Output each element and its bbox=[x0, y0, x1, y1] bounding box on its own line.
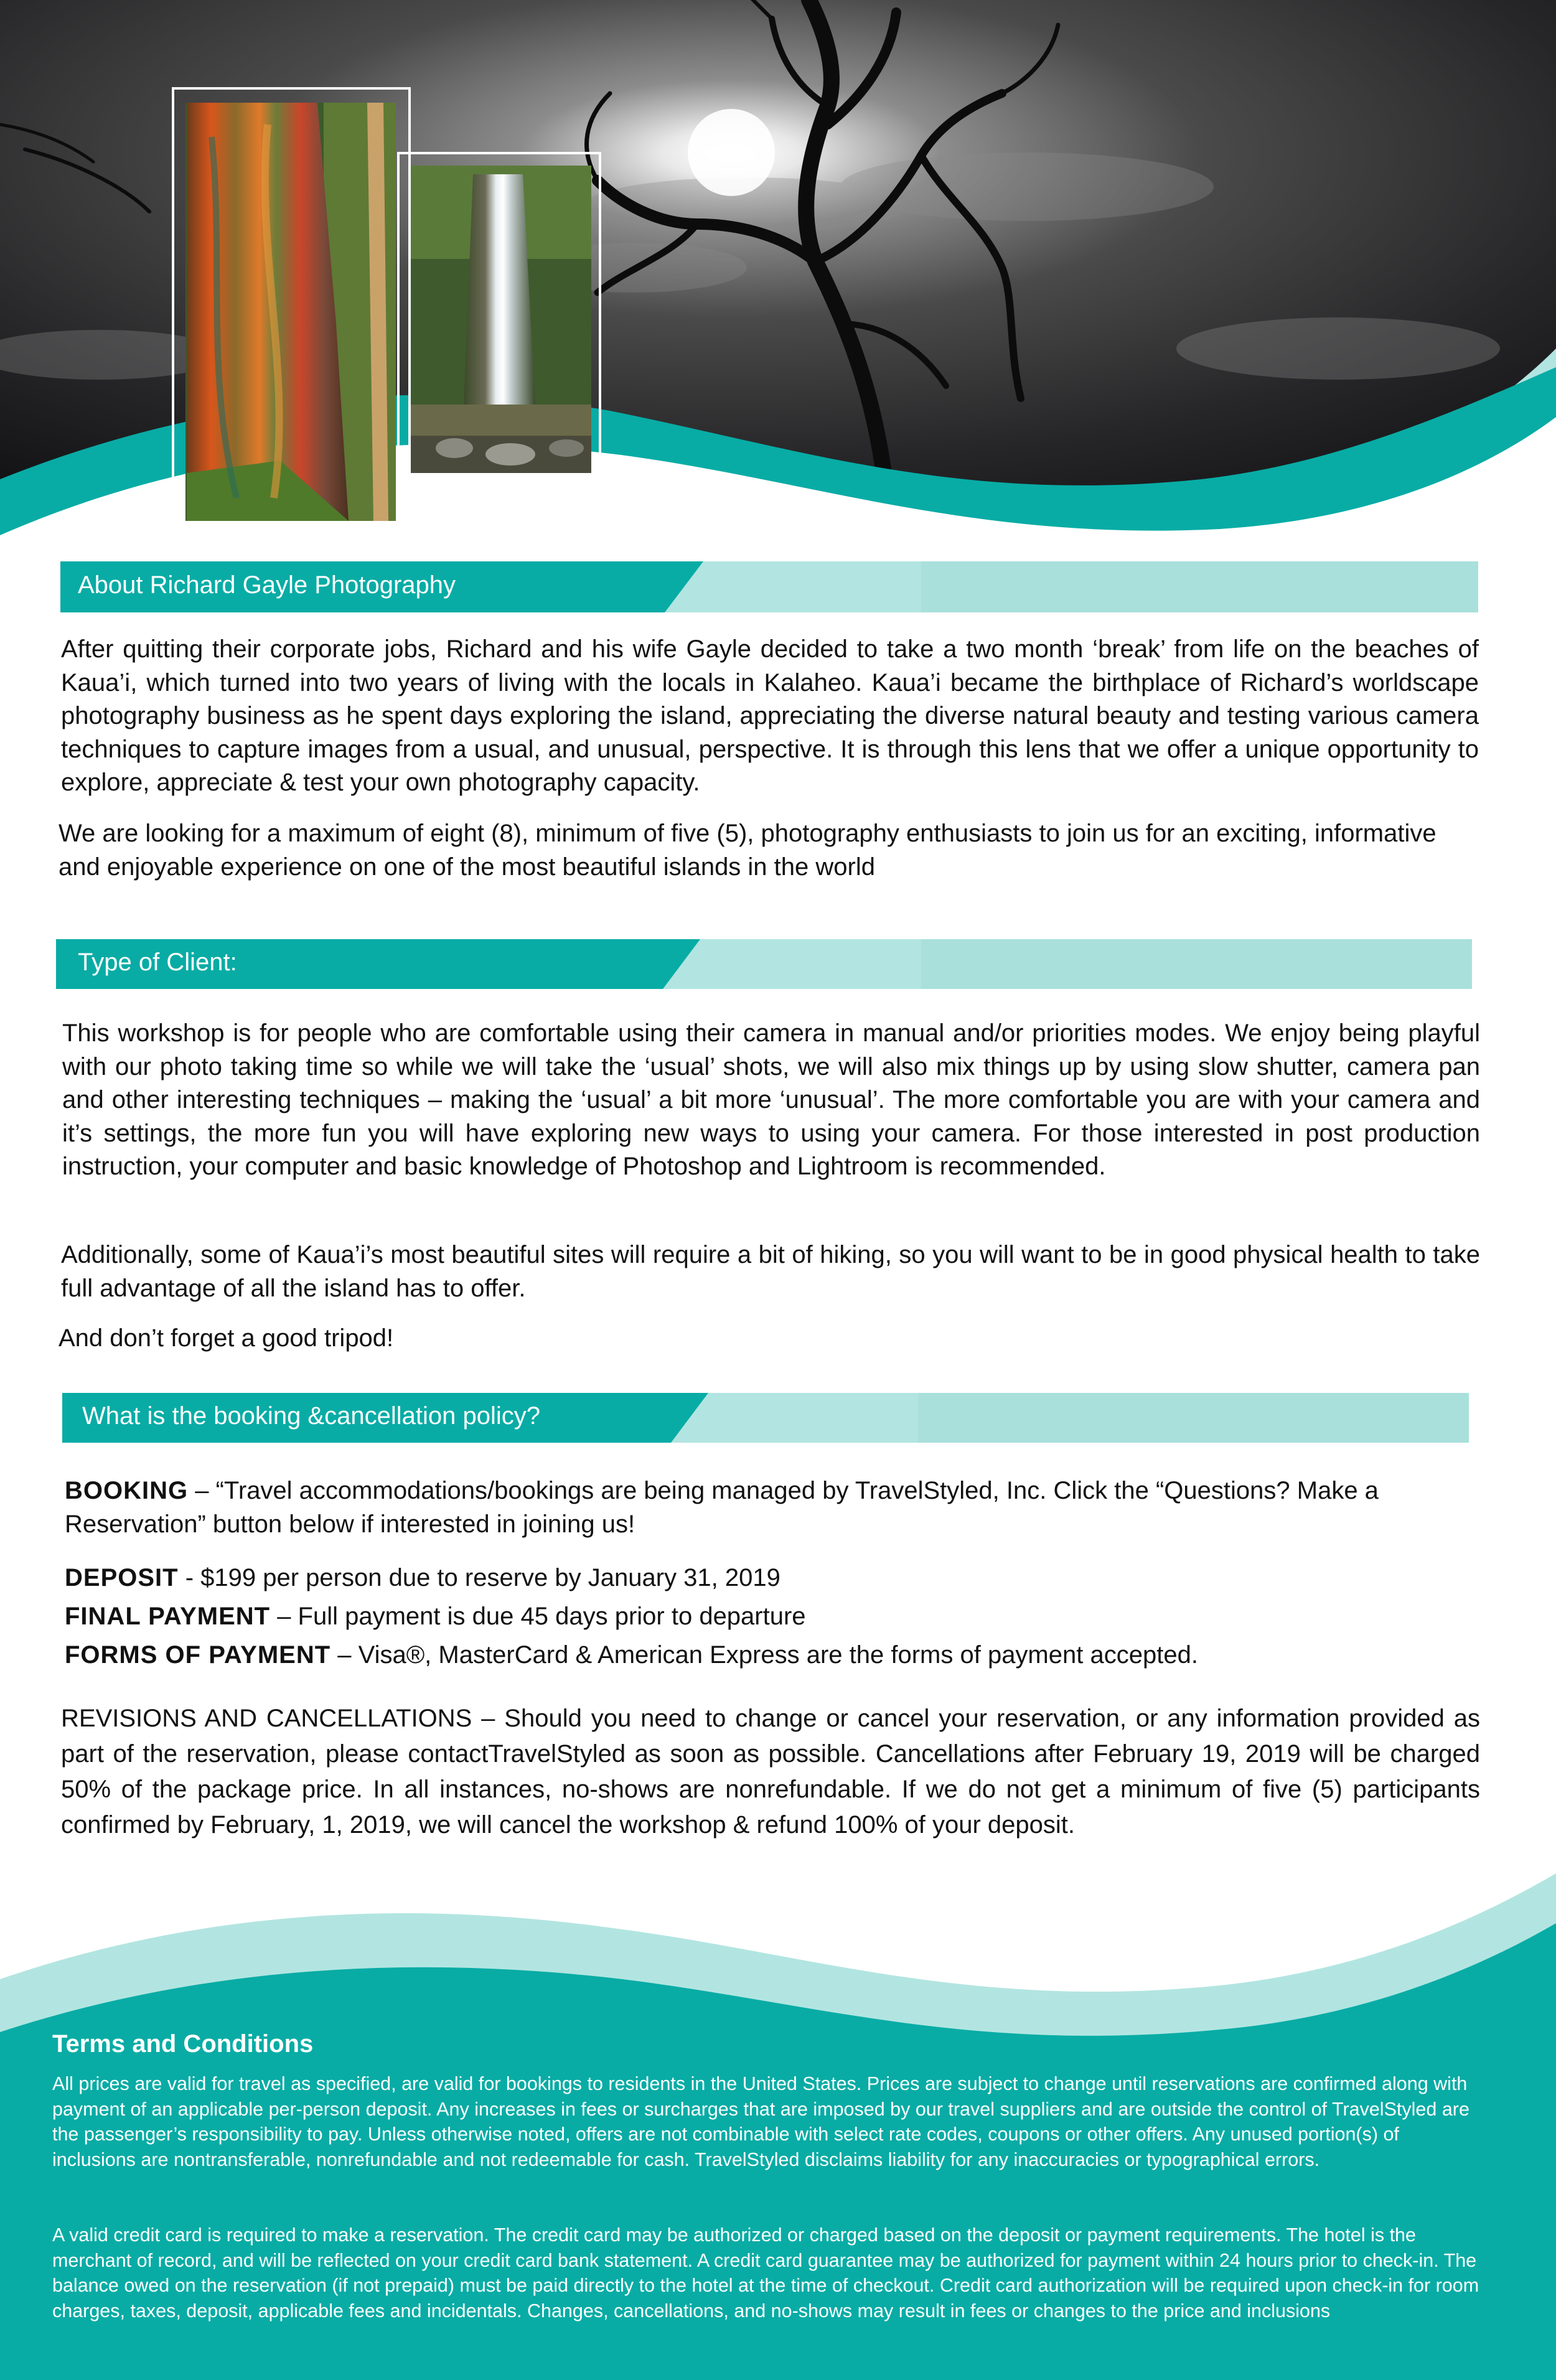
section-title-about: About Richard Gayle Photography bbox=[78, 571, 456, 599]
client-paragraph-2: Additionally, some of Kaua’i’s most beautiful sites will require a bit of hiking, so you will want to be in good physical health to take full advantage of all the island has to offer. bbox=[61, 1241, 1480, 1302]
forms-of-payment-label: FORMS OF PAYMENT bbox=[65, 1641, 331, 1669]
about-paragraph-1: After quitting their corporate jobs, Richard and his wife Gayle decided to take a two month ‘break’ from life on the beaches of Kaua’i, which turned into two years of living with the locals in Kalaheo. Kaua’i became the birthplace of Richard’s worldscape photography business as he spent days exploring the island, appreciating the diverse natural beauty and testing various camera techniques to capture images from a usual, and unusual, perspective. It is through this lens that we offer a unique opportunity to explore, appreciate & test your own photography capacity. bbox=[61, 635, 1479, 796]
deposit-line bbox=[65, 1562, 780, 1595]
moon-glow bbox=[688, 109, 775, 196]
revisions-paragraph: REVISIONS AND CANCELLATIONS – Should you need to change or cancel your reservation, or any information provided as part of the reservation, please contactTravelStyled as soon as possible. Cancellations after February 19, 2019 will be charged 50% of the package price. In all instances, no-shows are nonrefundable. If we do not get a minimum of five (5) participants confirmed by February, 1, 2019, we will cancel the workshop & refund 100% of your deposit. bbox=[61, 1705, 1480, 1839]
deposit-detail: - $199 per person due to reserve by January 31, 2019 bbox=[178, 1564, 780, 1591]
final-payment-line bbox=[65, 1600, 806, 1633]
terms-paragraph-2: A valid credit card is required to make a reservation. The credit card may be authorized or charged based on the deposit or payment requirements. The hotel is the merchant of record, and will be reflected on your credit card bank statement. A credit card guarantee may be authorized for payment within 24 hours prior to check-in. The balance owed on the reservation (if not prepaid) must be paid directly to the hotel at the time of checkout. Credit card authorization will be required upon check-in for room charges, taxes, deposit, applicable fees and incidentals. Changes, cancellations, and no-shows may result in fees or changes to the price and inclusions bbox=[52, 2224, 1479, 2321]
booking-text bbox=[65, 1474, 1484, 1541]
rainbow-eucalyptus-photo bbox=[173, 88, 410, 524]
header-banner bbox=[0, 0, 1556, 548]
section-title-client: Type of Client: bbox=[78, 949, 237, 976]
deposit-label: DEPOSIT bbox=[65, 1564, 179, 1591]
about-paragraph-2: We are looking for a maximum of eight (8), minimum of five (5), photography enthusiasts to join us for an exciting, informative and enjoyable experience on one of the most beautiful islands in the world bbox=[59, 820, 1436, 881]
client-paragraph-3: And don’t forget a good tripod! bbox=[59, 1324, 394, 1352]
booking-label: BOOKING bbox=[65, 1477, 189, 1504]
waterfall-photo bbox=[398, 153, 600, 473]
final-payment-label: FINAL PAYMENT bbox=[65, 1603, 271, 1630]
client-paragraph-1: This workshop is for people who are comfortable using their camera in manual and/or priorities modes. We enjoy being playful with our photo taking time so while we will take the ‘usual’ shots, we will also mix things up by using slow shutter, camera pan and other interesting techniques – making the ‘usual’ a bit more ‘unusual’. The more comfortable you are with your camera and it’s settings, the more fun you will have exploring new ways to using your camera. For those interested in post production instruction, your computer and basic knowledge of Photoshop and Lightroom is recommended. bbox=[62, 1019, 1480, 1180]
terms-paragraph-1: All prices are valid for travel as specified, are valid for bookings to residents in the United States. Prices are subject to change until reservations are confirmed along with payment of an applicable per-person deposit. Any increases in fees or surcharges that are imposed by our travel suppliers and are outside the control of TravelStyled are the passenger’s responsibility to pay. Unless otherwise noted, offers are not combinable with select rate codes, coupons or other offers. Any unused portion(s) of inclusions are nontransferable, nonrefundable and not redeemable for cash. TravelStyled disclaims liability for any inaccuracies or typographical errors. bbox=[52, 2073, 1469, 2170]
section-title-policy: What is the booking &cancellation policy? bbox=[82, 1402, 540, 1430]
booking-detail: – “Travel accommodations/bookings are being managed by TravelStyled, Inc. Click the “Questions? Make a Reservation” button below if interested in joining us! bbox=[65, 1477, 1379, 1538]
final-payment-detail: – Full payment is due 45 days prior to departure bbox=[270, 1603, 806, 1630]
terms-title: Terms and Conditions bbox=[52, 2030, 314, 2058]
forms-of-payment-detail: – Visa®, MasterCard & American Express are the forms of payment accepted. bbox=[330, 1641, 1198, 1669]
forms-of-payment-line bbox=[65, 1639, 1198, 1672]
